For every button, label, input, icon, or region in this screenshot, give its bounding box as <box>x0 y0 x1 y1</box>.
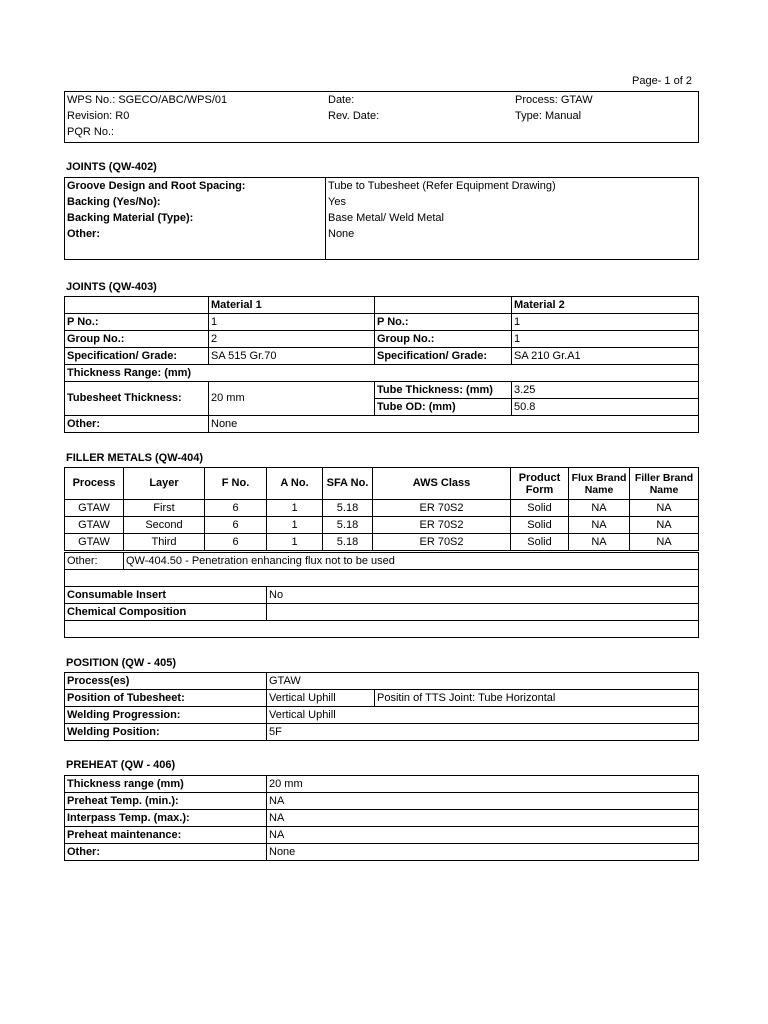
tubesheet-position-label: Position of Tubesheet: <box>65 690 267 707</box>
welding-progression-value: Vertical Uphill <box>267 707 699 724</box>
joints-403-other-value: None <box>209 416 699 433</box>
row-aws-class: ER 70S2 <box>373 534 511 551</box>
row-filler-brand: NA <box>630 534 699 551</box>
wps-number: WPS No.: SGECO/ABC/WPS/01 <box>67 93 228 106</box>
preheat-temp-label: Preheat Temp. (min.): <box>65 793 267 810</box>
row-sfa-no: 5.18 <box>323 534 373 551</box>
joints-402-other-value: None <box>326 226 699 242</box>
groove-design-value: Tube to Tubesheet (Refer Equipment Drawing) <box>326 178 699 195</box>
spec-grade-value-2: SA 210 Gr.A1 <box>512 348 699 365</box>
thickness-range-label: Thickness Range: (mm) <box>65 365 699 382</box>
rev-date-field: Rev. Date: <box>328 109 380 122</box>
preheat-thickness-value: 20 mm <box>267 776 699 793</box>
filler-other-value: QW-404.50 - Penetration enhancing flux not to be used <box>124 553 699 570</box>
filler-row <box>65 534 699 551</box>
row-filler-brand: NA <box>630 500 699 517</box>
filler-other-label: Other: <box>65 553 124 570</box>
tube-thickness-label: Tube Thickness: (mm) <box>375 382 512 399</box>
tube-thickness-value: 3.25 <box>512 382 699 399</box>
filler-404-title: FILLER METALS (QW-404) <box>66 452 204 464</box>
tube-od-value: 50.8 <box>512 399 699 416</box>
backing-material-label: Backing Material (Type): <box>65 210 326 226</box>
joints-402-table <box>64 177 699 260</box>
interpass-temp-value: NA <box>267 810 699 827</box>
preheat-406-table <box>64 775 699 861</box>
preheat-other-value: None <box>267 844 699 861</box>
row-sfa-no: 5.18 <box>323 500 373 517</box>
preheat-maintenance-value: NA <box>267 827 699 844</box>
row-a-no: 1 <box>267 517 323 534</box>
tubesheet-position-value: Vertical Uphill <box>267 690 375 707</box>
row-aws-class: ER 70S2 <box>373 500 511 517</box>
p-no-value-2: 1 <box>512 314 699 331</box>
joints-403-table <box>64 296 699 433</box>
revision-field: Revision: R0 <box>67 109 130 122</box>
row-product-form: Solid <box>511 500 569 517</box>
header-product-form: Product Form <box>511 468 569 500</box>
header-filler-brand: Filler Brand Name <box>630 468 699 500</box>
preheat-406-title: PREHEAT (QW - 406) <box>66 759 176 771</box>
header-flux-brand: Flux Brand Name <box>569 468 630 500</box>
p-no-label-1: P No.: <box>65 314 209 331</box>
row-f-no: 6 <box>205 534 267 551</box>
joints-403-title: JOINTS (QW-403) <box>66 281 157 293</box>
row-product-form: Solid <box>511 534 569 551</box>
group-no-value-1: 2 <box>209 331 375 348</box>
date-field: Date: <box>328 93 355 106</box>
position-405-title: POSITION (QW - 405) <box>66 657 177 669</box>
group-no-label-1: Group No.: <box>65 331 209 348</box>
position-405-table <box>64 672 699 741</box>
interpass-temp-label: Interpass Temp. (max.): <box>65 810 267 827</box>
header-aws-class: AWS Class <box>373 468 511 500</box>
consumable-insert-label: Consumable Insert <box>65 587 267 604</box>
row-sfa-no: 5.18 <box>323 517 373 534</box>
row-aws-class: ER 70S2 <box>373 517 511 534</box>
filler-row <box>65 517 699 534</box>
row-process: GTAW <box>65 517 124 534</box>
groove-design-label: Groove Design and Root Spacing: <box>65 178 326 195</box>
filler-404-extra-table <box>64 552 699 638</box>
backing-label: Backing (Yes/No): <box>65 194 326 210</box>
row-f-no: 6 <box>205 517 267 534</box>
joints-402-other-label: Other: <box>65 226 326 242</box>
spec-grade-label-1: Specification/ Grade: <box>65 348 209 365</box>
tubesheet-thickness-label: Tubesheet Thickness: <box>65 382 209 416</box>
material-1-header: Material 1 <box>209 297 375 314</box>
tube-od-label: Tube OD: (mm) <box>375 399 512 416</box>
process-field: Process: GTAW <box>515 93 593 106</box>
header-process: Process <box>65 468 124 500</box>
preheat-maintenance-label: Preheat maintenance: <box>65 827 267 844</box>
chemical-composition-label: Chemical Composition <box>65 604 267 621</box>
row-flux-brand: NA <box>569 517 630 534</box>
header-layer: Layer <box>124 468 205 500</box>
row-a-no: 1 <box>267 500 323 517</box>
row-a-no: 1 <box>267 534 323 551</box>
row-filler-brand: NA <box>630 517 699 534</box>
filler-404-table <box>64 467 699 551</box>
material-2-header: Material 2 <box>512 297 699 314</box>
tubesheet-thickness-value: 20 mm <box>209 382 375 416</box>
row-flux-brand: NA <box>569 534 630 551</box>
row-f-no: 6 <box>205 500 267 517</box>
page-number: Page- 1 of 2 <box>632 75 692 87</box>
row-layer: Third <box>124 534 205 551</box>
row-layer: First <box>124 500 205 517</box>
tts-joint-position: Positin of TTS Joint: Tube Horizontal <box>375 690 699 707</box>
preheat-temp-value: NA <box>267 793 699 810</box>
p-no-value-1: 1 <box>209 314 375 331</box>
type-field: Type: Manual <box>515 109 582 122</box>
spec-grade-value-1: SA 515 Gr.70 <box>209 348 375 365</box>
header-a-no: A No. <box>267 468 323 500</box>
backing-value: Yes <box>326 194 699 210</box>
row-process: GTAW <box>65 534 124 551</box>
header-f-no: F No. <box>205 468 267 500</box>
welding-position-value: 5F <box>267 724 699 741</box>
row-process: GTAW <box>65 500 124 517</box>
group-no-label-2: Group No.: <box>375 331 512 348</box>
welding-position-label: Welding Position: <box>65 724 267 741</box>
process-es-label: Process(es) <box>65 673 267 690</box>
row-product-form: Solid <box>511 517 569 534</box>
spec-grade-label-2: Specification/ Grade: <box>375 348 512 365</box>
p-no-label-2: P No.: <box>375 314 512 331</box>
joints-402-title: JOINTS (QW-402) <box>66 161 157 173</box>
joints-403-other-label: Other: <box>65 416 209 433</box>
row-layer: Second <box>124 517 205 534</box>
backing-material-value: Base Metal/ Weld Metal <box>326 210 699 226</box>
header-sfa-no: SFA No. <box>323 468 373 500</box>
consumable-insert-value: No <box>267 587 699 604</box>
preheat-thickness-label: Thickness range (mm) <box>65 776 267 793</box>
group-no-value-2: 1 <box>512 331 699 348</box>
header-table <box>65 92 697 140</box>
welding-progression-label: Welding Progression: <box>65 707 267 724</box>
preheat-other-label: Other: <box>65 844 267 861</box>
filler-row <box>65 500 699 517</box>
pqr-number: PQR No.: <box>67 125 115 138</box>
row-flux-brand: NA <box>569 500 630 517</box>
process-es-value: GTAW <box>267 673 699 690</box>
